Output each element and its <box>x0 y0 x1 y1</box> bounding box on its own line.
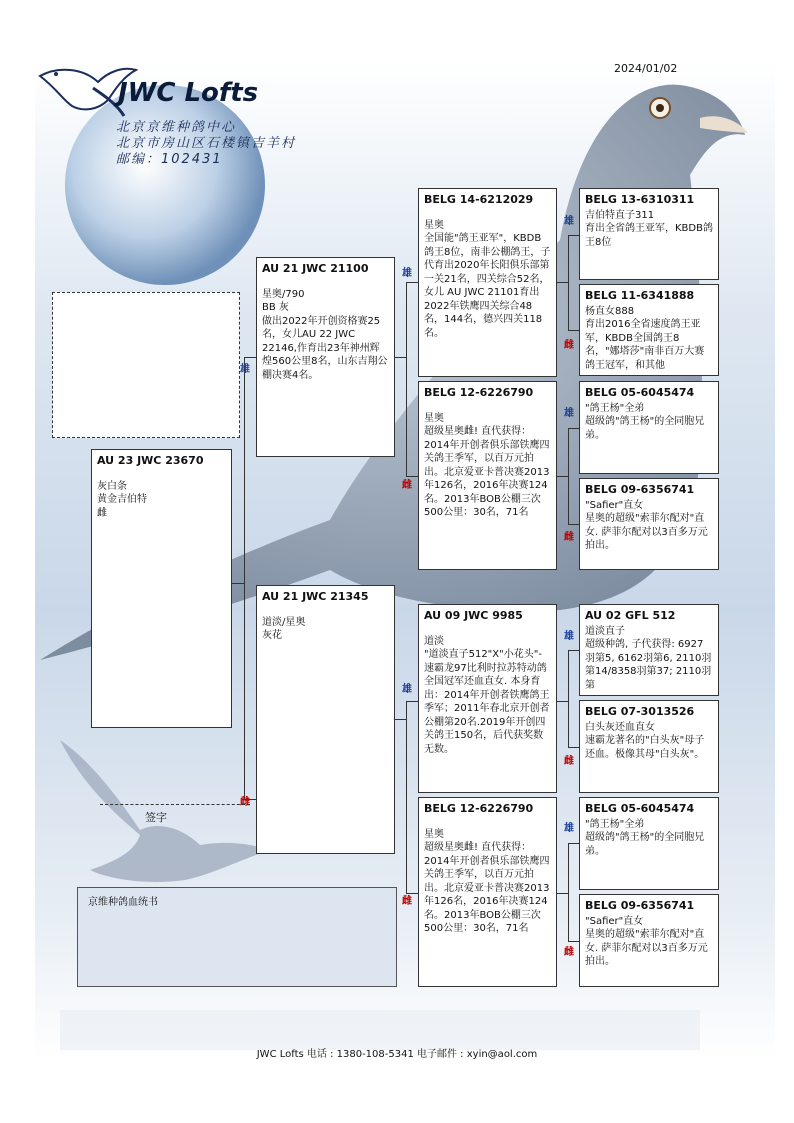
dam-sire-box[interactable] <box>418 604 557 793</box>
dsd-ring: BELG 07-3013526 <box>585 705 695 718</box>
dss-ring: AU 02 GFL 512 <box>585 609 676 622</box>
female-marker: 雌 <box>564 947 574 958</box>
dam-dam-ring: BELG 12-6226790 <box>424 802 534 815</box>
dam-dam-box[interactable] <box>418 797 557 987</box>
female-marker: 雌 <box>402 480 412 491</box>
female-marker: 雌 <box>240 797 250 808</box>
female-marker: 雌 <box>564 532 574 543</box>
footer: JWC Lofts 电话 : 1380-108-5341 电子邮件 : xyin@aol.com <box>256 1049 538 1060</box>
sire-dam-ring: BELG 12-6226790 <box>424 386 534 399</box>
female-marker: 雌 <box>402 896 412 907</box>
ddd-desc: "Safier"直女 星奥的超级"索菲尔配对"直女. 萨菲尔配对以3百多万元拍出。 <box>585 915 708 967</box>
dds-desc: "鸽王杨"全弟 超级鸽"鸽王杨"的全同胞兄弟。 <box>585 818 705 857</box>
dds-box[interactable] <box>579 797 719 890</box>
sss-desc: 吉伯特直子311 育出全省鸽王亚军，KBDB鸽王8位 <box>585 209 713 248</box>
sire-box[interactable] <box>256 257 395 457</box>
ddd-box[interactable] <box>579 894 719 987</box>
male-marker: 雄 <box>240 364 250 375</box>
sss-ring: BELG 13-6310311 <box>585 193 695 206</box>
dam-sire-ring: AU 09 JWC 9985 <box>424 609 523 622</box>
male-marker: 雄 <box>564 408 574 419</box>
sire-dam-desc: 星奥 超级星奥雌! 直代获得：2014年开创者俱乐部铁鹰四关鸽王季军，以百万元拍出。北京爱亚卡普决赛2013年126名，2016年决赛124名。2013年BOB公棚三次500公里：30名，71名 <box>424 412 550 518</box>
sire-sire-desc: 星奥 全国能"鸽王亚军"，KBDB鸽王8位，南非公棚鸽王，子代育出2020年长阳俱乐部第一关21名，四关综合52名，女儿 AU JWC 21101育出2022年铁鹰四关综合48名，144名，德兴四关118名。 <box>424 219 551 339</box>
subject-box[interactable] <box>91 449 232 728</box>
photo-placeholder[interactable] <box>52 292 240 438</box>
certificate-label: 京维种鸽血统书 <box>88 897 158 908</box>
female-marker: 雌 <box>564 340 574 351</box>
sire-dam-box[interactable] <box>418 381 557 570</box>
dsd-box[interactable] <box>579 700 719 793</box>
address-line-3: 邮编：102431 <box>116 152 223 167</box>
male-marker: 雄 <box>564 631 574 642</box>
dss-box[interactable] <box>579 604 719 696</box>
sdd-box[interactable] <box>579 478 719 570</box>
sss-box[interactable] <box>579 188 719 280</box>
subject-desc: 灰白条 黄金吉伯特 雌 <box>97 480 147 519</box>
ssd-desc: 杨直女888 育出2016全省速度鸽王亚军，KBDB全国鸽王8名，"娜塔莎"南非百万大赛鸽王冠军，和其他 <box>585 305 705 371</box>
ssd-box[interactable] <box>579 284 719 376</box>
sds-ring: BELG 05-6045474 <box>585 386 695 399</box>
address-line-1: 北京京维种鸽中心 <box>116 120 237 135</box>
dam-box[interactable] <box>256 585 395 854</box>
dam-ring: AU 21 JWC 21345 <box>262 590 369 603</box>
dam-dam-desc: 星奥 超级星奥雌! 直代获得：2014年开创者俱乐部铁鹰四关鸽王季军，以百万元拍出。北京爱亚卡普决赛2013年126名，2016年决赛124名。2013年BOB公棚三次500公里：30名，71名 <box>424 828 550 934</box>
ssd-ring: BELG 11-6341888 <box>585 289 695 302</box>
ddd-ring: BELG 09-6356741 <box>585 899 695 912</box>
sds-box[interactable] <box>579 381 719 474</box>
male-marker: 雄 <box>402 684 412 695</box>
male-marker: 雄 <box>402 268 412 279</box>
male-marker: 雄 <box>564 823 574 834</box>
female-marker: 雌 <box>564 756 574 767</box>
sds-desc: "鸽王杨"全弟 超级鸽"鸽王杨"的全同胞兄弟。 <box>585 402 705 441</box>
address-line-2: 北京市房山区石楼镇吉羊村 <box>116 136 297 151</box>
dsd-desc: 白头灰还血直女 速霸龙著名的"白头灰"母子还血。极像其母"白头灰"。 <box>585 721 705 760</box>
subject-ring: AU 23 JWC 23670 <box>97 454 204 467</box>
signature-line <box>100 804 250 805</box>
sire-desc: 星奥/790 BB 灰 做出2022年开创资格赛25名，女儿AU 22 JWC 22146,作育出23年神州辉煌560公里8名，山东吉翔公棚决赛4名。 <box>262 288 388 381</box>
certificate-box <box>77 887 397 987</box>
sdd-desc: "Safier"直女 星奥的超级"索菲尔配对"直女. 萨菲尔配对以3百多万元拍出。 <box>585 499 708 551</box>
address-block <box>116 120 296 168</box>
sire-ring: AU 21 JWC 21100 <box>262 262 369 275</box>
date: 2024/01/02 <box>614 62 678 75</box>
dam-sire-desc: 道淡 "道淡直子512"X"小花头"-速霸龙97比利时拉苏特动鸽全国冠军还血直女. 本身育出：2014年开创者铁鹰鸽王季军；2011年春北京开创者公棚第20名.2019年开创四关鸽王150名，后代获奖数无数。 <box>424 635 550 755</box>
signature-label: 签字 <box>145 811 167 824</box>
brand-title: JWC Lofts <box>118 78 259 108</box>
dam-desc: 道淡/星奥 灰花 <box>262 616 306 641</box>
dds-ring: BELG 05-6045474 <box>585 802 695 815</box>
dss-desc: 道淡直子 超级种鸽, 子代获得: 6927羽第5, 6162羽第6, 2110羽第14/8358羽第37; 2110羽第 <box>585 625 712 691</box>
sdd-ring: BELG 09-6356741 <box>585 483 695 496</box>
sire-sire-box[interactable] <box>418 188 557 377</box>
sire-sire-ring: BELG 14-6212029 <box>424 193 534 206</box>
male-marker: 雄 <box>564 216 574 227</box>
